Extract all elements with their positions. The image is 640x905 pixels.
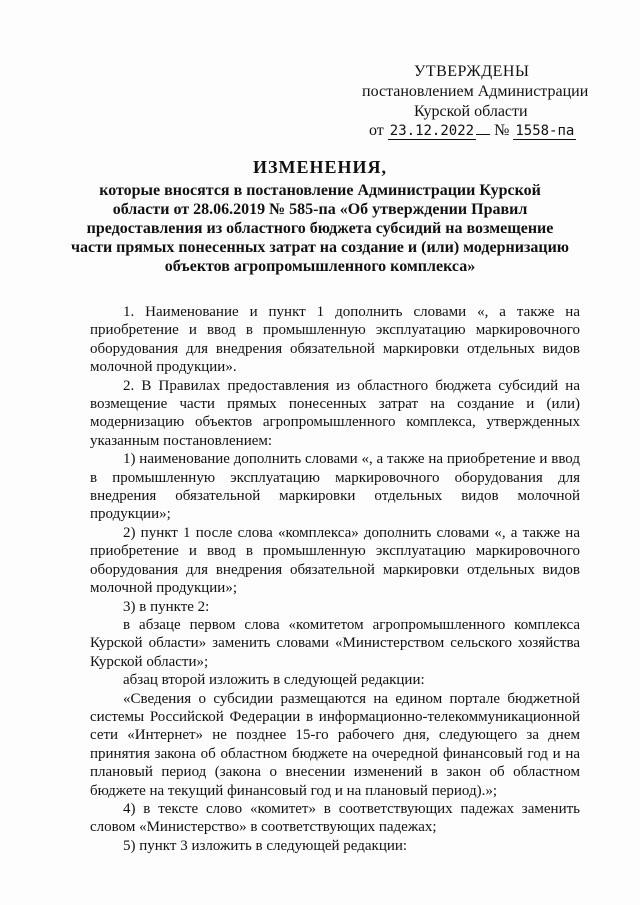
paragraph: «Сведения о субсидии размещаются на едином портале бюджетной системы Российской Федерации в информационно-телекоммуникационной сети «Интернет» не позднее 15-го рабочего дня, следующего за днем принятия закона об областном бюджете на очередной финансовый год и на плановый период (закона о внесении изменений в закон об областном бюджете на текущий финансовый год и на плановый период).»; — [90, 690, 580, 799]
approval-line-1: постановлением Администрации — [362, 83, 589, 100]
document-body — [90, 303, 580, 855]
paragraph: 3) в пункте 2: — [123, 598, 210, 615]
paragraph: в абзаце первом слова «комитетом агропромышленного комплекса Курской области» заменить словами «Министерством сельского хозяйства Курской области»; — [90, 616, 580, 670]
approval-date-line — [369, 121, 576, 141]
approval-heading: УТВЕРЖДЕНЫ — [414, 63, 530, 80]
paragraph: 4) в тексте слово «комитет» в соответствующих падежах заменить словом «Министерство» в соответствующих падежах; — [90, 800, 580, 836]
document-title — [70, 158, 570, 276]
paragraph: 5) пункт 3 изложить в следующей редакции: — [123, 837, 408, 854]
paragraph: абзац второй изложить в следующей редакции: — [123, 672, 425, 689]
underline-gap — [476, 122, 490, 135]
approval-date: 23.12.2022 — [389, 123, 475, 139]
approval-number: 1558-па — [515, 123, 575, 139]
date-prefix: от — [369, 122, 384, 139]
approval-line-2: Курской области — [414, 103, 528, 120]
paragraph: 2. В Правилах предоставления из областного бюджета субсидий на возмещение части прямых понесенных затрат на создание и (или) модернизацию объектов агропромышленного комплекса, утвержденных указанным постановлением: — [90, 377, 580, 449]
title-main: ИЗМЕНЕНИЯ, — [252, 157, 387, 177]
number-prefix: № — [494, 122, 510, 139]
paragraph: 1) наименование дополнить словами «, а также на приобретение и ввод в промышленную эксплуатацию маркировочного оборудования для внедрения обязательной маркировки отдельных видов молочной продукции»; — [90, 451, 580, 523]
paragraph: 1. Наименование и пункт 1 дополнить словами «, а также на приобретение и ввод в промышленную эксплуатацию маркировочного оборудования для внедрения обязательной маркировки отдельных видов молочной продукции». — [90, 304, 580, 376]
title-subtitle: которые вносятся в постановление Администрации Курской области от 28.06.2019 № 585-па «Об утверждении Правил предоставления из областного бюджета субсидий на возмещение части прямых понесенных затрат на создание и (или) модернизацию объектов агропромышленного комплекса» — [70, 182, 570, 275]
paragraph: 2) пункт 1 после слова «комплекса» дополнить словами «, а также на приобретение и ввод в промышленную эксплуатацию маркировочного оборудования для внедрения обязательной маркировки отдельных видов молочной продукции»; — [90, 524, 580, 597]
